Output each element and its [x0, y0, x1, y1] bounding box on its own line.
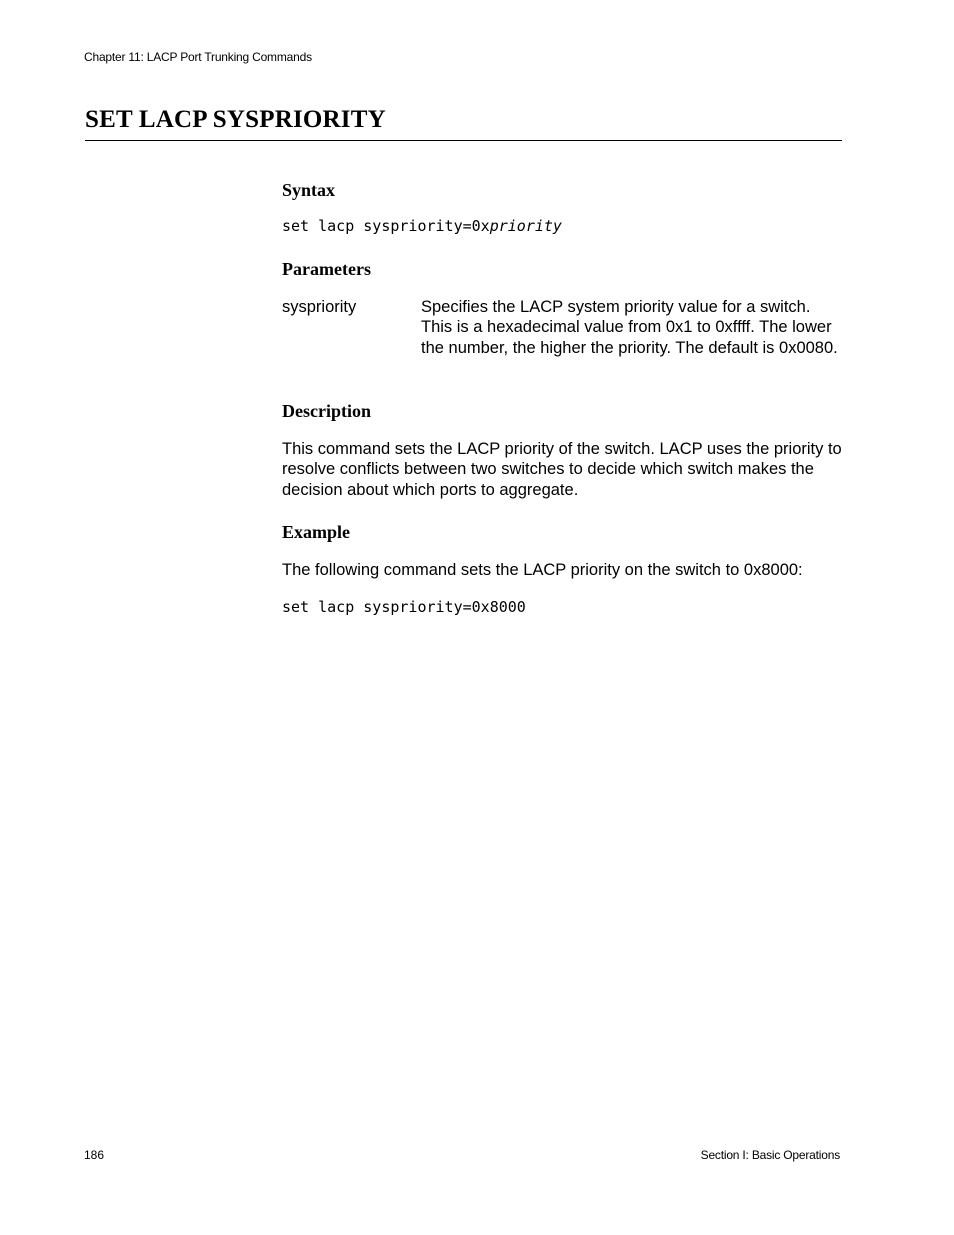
parameter-description: Specifies the LACP system priority value for a switch. This is a hexadecimal value from 0x1 to 0xffff. The lower the number, the higher the priority. The default is 0x0080. — [421, 298, 838, 357]
example-command: set lacp syspriority=0x8000 — [282, 598, 526, 616]
page-title: SET LACP SYSPRIORITY — [85, 106, 386, 133]
description-heading: Description — [282, 401, 371, 421]
syntax-command-prefix: set lacp syspriority=0x — [282, 217, 490, 235]
parameters-heading: Parameters — [282, 259, 371, 279]
example-text: The following command sets the LACP priority on the switch to 0x8000: — [282, 561, 803, 579]
description-text: This command sets the LACP priority of the switch. LACP uses the priority to resolve conflicts between two switches to decide which switch makes the decision about which ports to aggregate. — [282, 440, 842, 499]
syntax-command — [282, 217, 562, 235]
title-rule — [85, 140, 842, 141]
parameter-name: syspriority — [282, 298, 357, 316]
syntax-command-variable: priority — [489, 217, 562, 235]
example-heading: Example — [282, 522, 351, 542]
running-header: Chapter 11: LACP Port Trunking Commands — [84, 50, 312, 64]
syntax-heading: Syntax — [282, 180, 336, 200]
footer-section: Section I: Basic Operations — [700, 1148, 840, 1162]
page-number: 186 — [84, 1148, 105, 1162]
